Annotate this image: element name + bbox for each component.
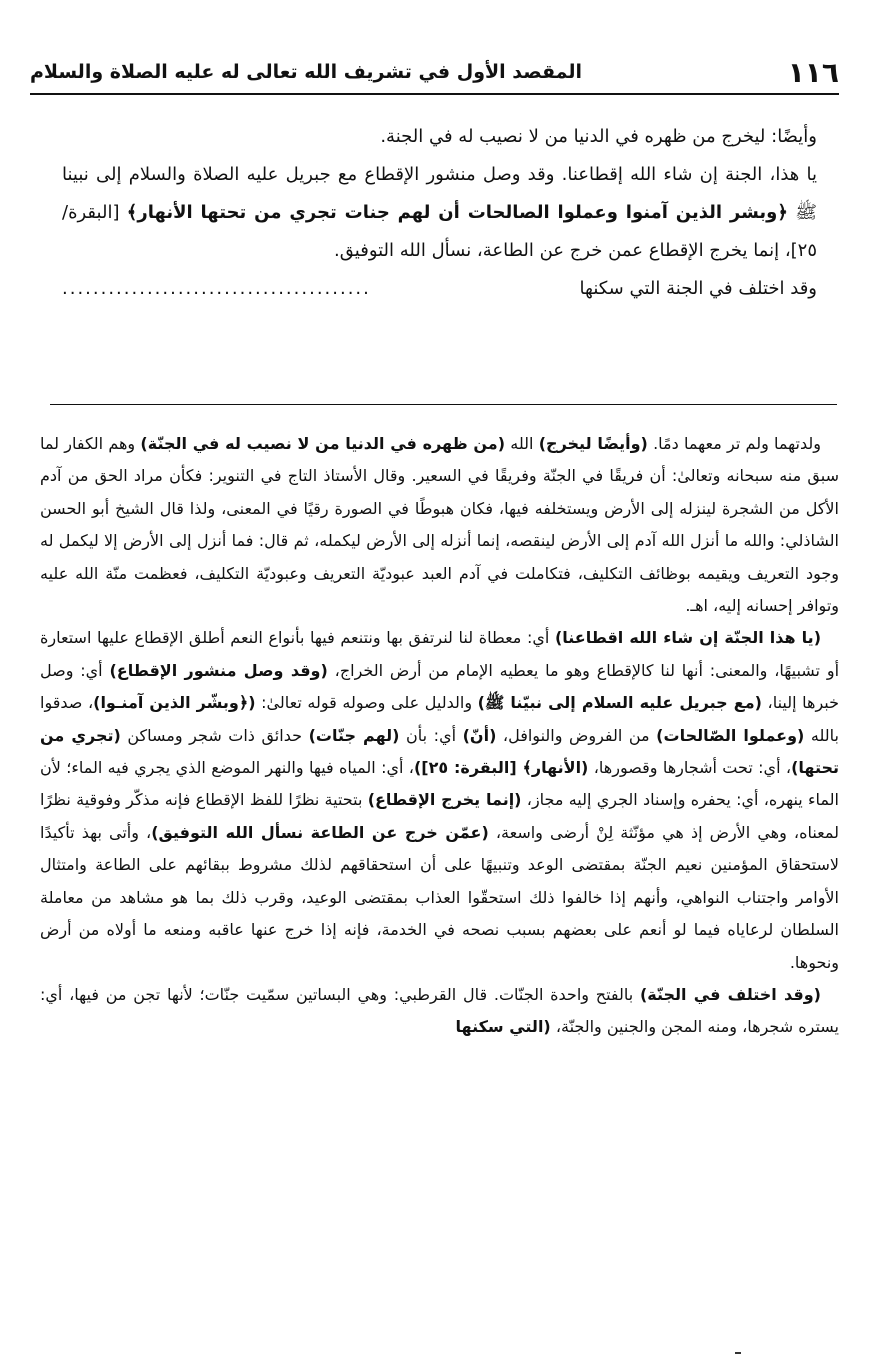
commentary-paragraph-2 [40, 622, 839, 978]
commentary-lemma: (إنما يخرج الإقطاع) [367, 790, 522, 810]
commentary-text: ولدتهما ولم تر معهما دمًا. [647, 434, 822, 453]
commentary-lemma: (مع جبريل عليه السلام إلى نبيّنا ﷺ) [477, 693, 762, 713]
commentary-lemma: (التي سكنها [455, 1017, 551, 1037]
commentary-text: أي: وصل خبرها إلينا، [40, 660, 840, 713]
matn-p2-text-a: يا هذا، الجنة إن شاء الله إقطاعنا. وقد وصل منشور الإقطاع مع جبريل عليه الصلاة والسلام إلى نبينا ﷺ [62, 164, 817, 223]
matn-p2-text-c: [البقرة/٢٥]، إنما يخرج الإقطاع عمن خرج عن الطاعة، نسأل الله التوفيق. [62, 202, 817, 261]
commentary-text: الله [505, 434, 539, 453]
commentary-paragraph-3 [40, 979, 839, 1044]
commentary-lemma: (لهم جنّات) [308, 725, 400, 745]
matn-line-1: وأيضًا: ليخرج من ظهره في الدنيا من لا نصيب له في الجنة. [380, 126, 817, 147]
commentary-text: والدليل على وصوله قوله تعالىٰ: [255, 693, 478, 713]
commentary-text: بالفتح واحدة الجنّات. قال القرطبي: وهي البساتين سمّيت جنّات؛ لأنها تجن من فيها، أي: يستره شجرها، ومنه المجن والجنين والجنّة، [40, 984, 839, 1037]
commentary-lemma: (عمّن خرج عن الطاعة نسأل الله التوفيق) [151, 822, 489, 842]
commentary-lemma: (يا هذا الجنّة إن شاء الله اقطاعنا) [554, 628, 822, 648]
main-text-block [62, 118, 817, 308]
commentary-text: أي: بأن [399, 725, 463, 745]
section-separator-rule [50, 404, 837, 405]
commentary-text: بتحتية نظرًا للفظ الإقطاع فإنه مذكّر وفوقية نظرًا لمعناه، وهي الأرض إذ هي مؤنّثة لِنْ أرضى واسعة، [40, 790, 839, 842]
header-rule [30, 93, 839, 95]
page-header [30, 52, 839, 92]
commentary-text: ، أي: تحت أشجارها وقصورها، [588, 758, 792, 778]
matn-paragraph-2 [62, 156, 817, 270]
commentary-lemma: (أنّ) [462, 725, 497, 745]
commentary-lemma: (الأنهار﴾ [البقرة: ٢٥]) [413, 758, 589, 778]
commentary-lemma: (وقد وصل منشور الإقطاع) [109, 660, 328, 680]
commentary-text: ، أي: المياه فيها والنهر الموضع الذي يجري فيه الماء؛ لأن الماء ينهره، أي: يحفره وإسناد الجري إليه مجاز، [40, 758, 839, 810]
matn-continuation-dots: ........................................ [62, 278, 371, 299]
commentary-text: أي: معطاة لنا لنرتفق بها ونتنعم فيها بأنواع النعم أطلق الإقطاع عليها استعارة أو تشبيهًا، والمعنى: أنها لنا كالإقطاع وهو ما يعطيه الإمام من أرض الخراج، [40, 628, 840, 680]
commentary-text: وهم الكفار لما سبق منه سبحانه وتعالىٰ: أن فريقًا في الجنّة وفريقًا في السعير. وقال الأستاذ التاج في التنوير: فكأن مراد الحق من آدم الأكل من الشجرة لينزله إلى الأرض ويستخلفه فيها، فكان هبوطًا في الصورة رقيًا في المعنى، ولذا قال الشيخ أبو الحسن الشاذلي: والله ما أنزل الله آدم إلى الأرض لينقصه، إنما أنزله إلى الأرض ليكمله، ثم قال: فما أنزل إلى الأرض إلا ليكمل له وجود التعريف ويقيمه بوظائف التكليف، فتكاملت في آدم العبد عبوديّة التعريف وعبوديّة التكليف، فعظمت منّة الله عليه وتوافر إحسانه إليه، اهـ. [40, 434, 839, 616]
page-speck [735, 1352, 741, 1354]
commentary-text: من الفروض والنوافل، [496, 725, 657, 745]
running-title: المقصد الأول في تشريف الله تعالى له عليه الصلاة والسلام [30, 61, 583, 83]
matn-continuation-text: وقد اختلف في الجنة التي سكنها [579, 278, 817, 299]
commentary-paragraph-1 [40, 428, 839, 622]
page-number: ١١٦ [787, 55, 839, 89]
commentary-text: ، وأتى بهذ تأكيدًا لاستحقاق المؤمنين نعيم الجنّة بمقتضى الوعد وتنبيهًا على أن استحقاقهم لذلك مشروط ببقائهم على الطاعة وامتثال الأوامر واجتناب النواهي، وأنهم إذا خالفوا ذلك استحقّوا العذاب بمقتضى الوعيد، وقرب ذلك بما هو مشاهد من معاملة السلطان لرعاياه فيما لو أنعم على بعضهم بسبب نصحه في الخدمة، فإنه إذا خرج عنها عاقبه ومنعه ما أولاه من أرض ونحوها. [40, 822, 839, 972]
commentary-lemma: (تجري من تحتها) [40, 725, 840, 778]
commentary-lemma: (وأيضًا ليخرج) [538, 434, 648, 453]
commentary-lemma: (﴿وبشّر الذين آمنـوا) [93, 693, 256, 713]
commentary-block [40, 428, 839, 1044]
commentary-lemma: (وقد اختلف في الجنّة) [639, 984, 821, 1004]
commentary-lemma: (وعملوا الصّالحات) [656, 725, 805, 745]
commentary-text: حدائق ذات شجر ومساكن [120, 725, 309, 745]
commentary-text: ، صدقوا بالله [40, 693, 840, 745]
matn-quran-verse: ﴿وبشر الذين آمنوا وعملوا الصالحات أن لهم جنات تجري من تحتها الأنهار﴾ [126, 202, 788, 223]
matn-continuation-line [62, 270, 817, 308]
commentary-lemma: (من ظهره في الدنيا من لا نصيب له في الجنّة) [140, 434, 506, 453]
